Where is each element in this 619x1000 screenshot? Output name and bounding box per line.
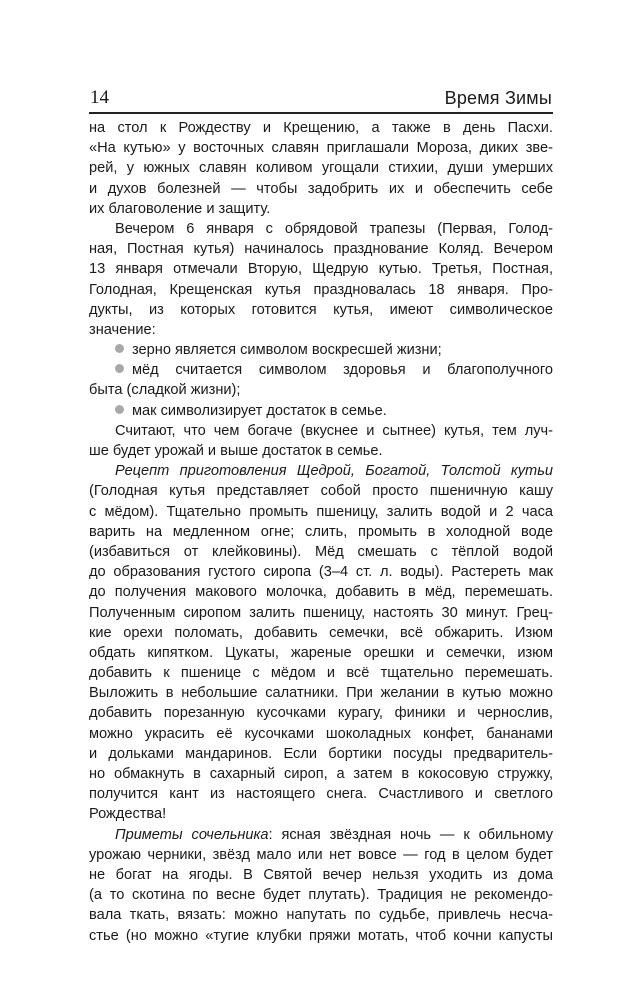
text-line: обдать кипятком. Цукаты, жареные орешки и семечки, изюм <box>89 644 553 661</box>
text-line: Голодная, Крещенская кутья праздновалась 18 января. Про- <box>89 281 553 298</box>
book-page <box>89 86 553 946</box>
text-line: вала ткать, вязать: можно напутать по судьбе, привлечь несча- <box>89 907 553 924</box>
text-line: добавить к пшенице с мёдом и всё тщательно перемешать. <box>89 665 553 682</box>
text-line: до образования густого сиропа (3–4 ст. л. воды). Растереть мак <box>89 564 553 581</box>
text-line: но обмакнуть в сахарный сироп, а затем в кокосовую стружку, <box>89 766 553 782</box>
text-line: на стол к Рождеству и Крещению, а также в день Пасхи. <box>89 120 553 136</box>
text-line: и духов болезней — чтобы задобрить их и обеспечить себе <box>89 180 553 197</box>
bullet-dot-icon <box>115 344 124 353</box>
text-line: можно украсить её кусочками шоколадных конфет, бананами <box>89 725 553 742</box>
text-line <box>89 825 553 845</box>
text-line: (а то скотина по весне будет плутать). Традиция не рекомендо- <box>89 887 553 904</box>
text-line: стье (но можно «тугие клубки пряжи мотать, чтоб кочни капусты <box>89 927 553 944</box>
text-line: дукты, из которых готовится кутья, имеют символическое <box>89 301 553 318</box>
text-line: быта (сладкой жизни); <box>89 382 241 399</box>
italic-run: Приметы сочельника <box>115 826 269 843</box>
running-header <box>89 86 553 114</box>
text-line: (избавиться от клейковины). Мёд смешать с тёплой водой <box>89 543 553 560</box>
text-line: и дольками мандаринов. Если бортики посуды предваритель- <box>89 745 553 762</box>
bullet-item <box>89 340 553 360</box>
bullet-text: мак символизирует достаток в семье. <box>132 402 387 419</box>
text-line: с мёдом). Тщательно промыть пшеницу, залить водой и 2 часа <box>89 503 553 520</box>
text-line: Полученным сиропом залить пшеницу, настоять 30 минут. Грец- <box>89 604 553 621</box>
text-line: «На кутью» у восточных славян приглашали Мороза, диких зве- <box>89 140 553 157</box>
bullet-text: зерно является символом воскресшей жизни; <box>132 342 442 359</box>
text-line: урожаю черники, звёзд мало или нет вовсе — год в целом будет <box>89 846 553 863</box>
text-line: (Голодная кутья представляет собой просто пшеничную кашу <box>89 483 553 500</box>
text-line: не богат на ягоды. В Святой вечер нельзя уходить из дома <box>89 866 553 883</box>
bullet-text: мёд считается символом здоровья и благополучного <box>132 362 553 379</box>
page-body-text <box>89 118 553 946</box>
page-number: 14 <box>90 87 109 108</box>
text-line: Выложить в небольшие салатники. При желании в кутью можно <box>89 685 553 702</box>
bullet-dot-icon <box>115 364 124 373</box>
text-line: Вечером 6 января с обрядовой трапезы (Первая, Голод- <box>115 220 553 237</box>
text-line: добавить порезанную кусочками курагу, финики и чернослив, <box>89 705 553 722</box>
text-line: ная, Постная кутья) начиналось празднование Коляд. Вечером <box>89 241 553 258</box>
text-line: получится кант из настоящего снега. Счастливого и светлого <box>89 786 553 803</box>
text-line: до получения макового молочка, добавить в мёд, перемешать. <box>89 584 553 601</box>
text-line: варить на медленном огне; слить, промыть в холодной воде <box>89 523 553 540</box>
text-line: Рождества! <box>89 806 167 823</box>
bullet-dot-icon <box>115 405 124 414</box>
text-line: Рецепт приготовления Щедрой, Богатой, Толстой кутьи <box>115 463 553 480</box>
text-line: 13 января отмечали Вторую, Щедрую кутью. Третья, Постная, <box>89 261 553 278</box>
text-run: : ясная звёздная ночь — к обильному <box>268 826 554 843</box>
text-line: значение: <box>89 321 156 338</box>
text-line: их благоволение и защиту. <box>89 200 271 217</box>
text-line: ше будет урожай и выше достаток в семье. <box>89 443 383 459</box>
running-title: Время Зимы <box>444 88 552 108</box>
text-line: Считают, что чем богаче (вкуснее и сытнее) кутья, тем луч- <box>115 422 553 439</box>
bullet-item <box>89 401 553 421</box>
text-line: кие орехи поломать, добавить семечки, всё обжарить. Изюм <box>89 624 553 641</box>
text-line: рей, у южных славян коливом угощали стихии, души умерших <box>89 160 553 177</box>
bullet-item <box>89 360 553 380</box>
